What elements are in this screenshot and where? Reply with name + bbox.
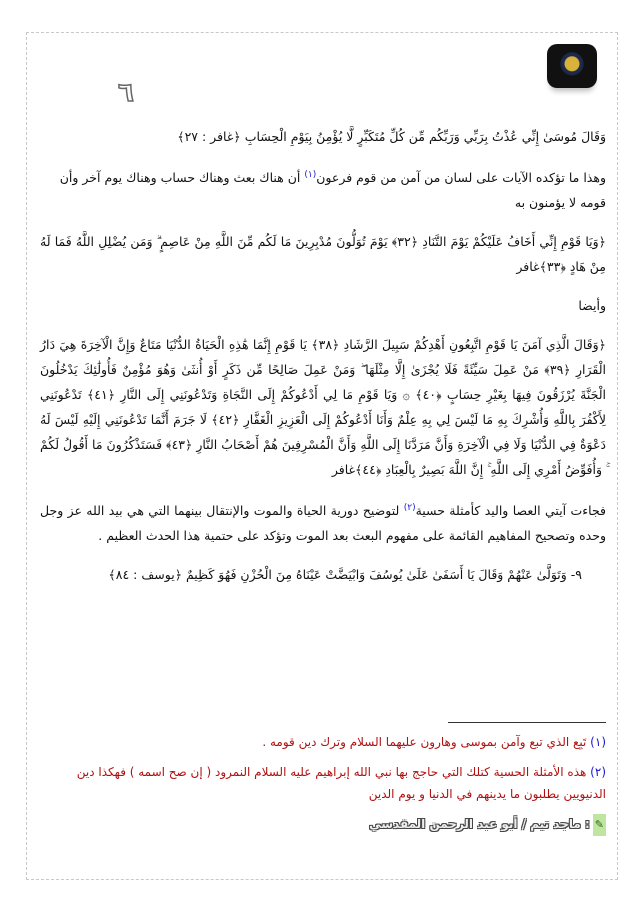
page-number: ٦ [118,78,134,108]
footnote-ref[interactable]: (١) [304,170,317,180]
paragraph-line [40,163,606,215]
footnote-1 [40,731,606,753]
text: فجاءت آيتي العصا واليد كأمثلة حسية [415,503,606,519]
verse-block [40,332,606,482]
footnote-text: تَبِع الذي تبع وآمن بموسى وهارون عليهما السلام وترك دين قومه . [262,735,587,749]
paragraph [40,496,606,548]
verse-line: وَقَالَ مُوسَىٰ إِنِّي عُذْتُ بِرَبِّي وَرَبِّكُم مِّن كُلِّ مُتَكَبِّرٍ لَّا يُؤْمِنُ بِيَوْمِ الْحِسَابِ ﴿غافر : ٢٧﴾ [177,129,606,144]
pen-icon: ✎ [593,814,606,836]
text: المفاهيم القائمة على مفهوم البعث بعد الموت وتؤكد على حتمية هذا الحدث العظيم . [98,528,531,544]
author-name: : ماجد تيم / أبو عبد الرحمن المقدسي [369,817,590,831]
text: وهذا ما تؤكده الآيات على لسان من آمن من قوم فرعون [316,170,606,186]
verse-line: الْغَفَّارِ ﴿٤٢﴾ لَا جَرَمَ أَنَّمَا تَدْعُونَنِي إِلَيْهِ لَيْسَ لَهُ دَعْوَةٌ فِي الدُّنْيَا وَلَا فِي الْآخِرَةِ وَأَنَّ مَرَدَّنَا إِلَى اللَّهِ وَأَنَّ الْمُسْرِفِينَ هُمْ أَصْحَابُ [40,412,606,453]
footnote-text: هذه الأمثلة الحسية كتلك التي حاجج بها نبي الله إبراهيم عليه السلام النمرود ( إن صح اسمه ) فهكذا دين الدنيويين يطلبون ما يدينهم [76,765,606,801]
verse-line: سَيِّئَةً فَلَا يُجْزَىٰ إِلَّا مِثْلَهَا ۖ وَمَنْ عَمِلَ صَالِحًا مِّن ذَكَرٍ أَوْ أُنثَىٰ وَهُوَ مُؤْمِنٌ فَأُولَٰئِكَ يَدْخُلُونَ الْجَنَّةَ يُرْزَقُونَ فِيهَا بِغَيْرِ حِسَابٍ ﴿٤٠﴾ ۞ وَيَا قَوْمِ [40,362,606,403]
text: لتوضيح دورية الحياة والموت والإنتقال بينهما التي هي بيد الله عز وجل وحده وتصحيح [40,503,606,544]
verse-line: مَا لِي أَدْعُوكُمْ إِلَى النَّجَاةِ وَتَدْعُونَنِي إِلَى النَّارِ ﴿٤١﴾ تَدْعُونَنِي لِأَكْفُرَ بِاللَّهِ وَأُشْرِكَ بِهِ مَا لَيْسَ لِي بِهِ عِلْمٌ وَأَنَا أَدْعُوكُمْ إِلَى الْعَزِيزِ [40,387,606,428]
footnote-divider [448,722,606,723]
logo [547,44,597,88]
verse-line: ٩- وَتَوَلَّىٰ عَنْهُمْ وَقَالَ يَا أَسَفَىٰ عَلَىٰ يُوسُفَ وَابْيَضَّتْ عَيْنَاهُ مِنَ الْحُزْنِ فَهُوَ كَظِيمٌ ﴿يوسف : ٨٤﴾ [108,567,582,583]
footnote-2-continuation: في الدنيا و يوم الدين [368,787,473,801]
verse-line: النَّارِ ﴿٤٣﴾ فَسَتَذْكُرُونَ مَا أَقُولُ لَكُمْ ۚ وَأُفَوِّضُ أَمْرِي إِلَى اللَّهِ ۚ إِنَّ اللَّهَ بَصِيرٌ بِالْعِبَادِ ﴿٤٤﴾غافر [40,437,606,478]
footnote-2 [40,761,606,805]
verse-line: ﴿وَيَا قَوْمِ إِنِّي أَخَافُ عَلَيْكُمْ يَوْمَ التَّنَادِ ﴿٣٢﴾ يَوْمَ تُوَلُّونَ مُدْبِرِينَ مَا لَكُم مِّنَ اللَّهِ مِنْ عَاصِمٍ ۗ وَمَن يُضْلِلِ اللَّهُ فَمَا لَهُ مِنْ هَادٍ ﴿٣٣﴾غافر [40,234,606,275]
text: أن هناك بعث وهناك حساب وهناك يوم آخر وأن قومه لا يؤمنون به [59,170,606,211]
footnote-number: (١) [590,735,606,749]
author-signature [40,813,606,836]
paragraph-line: وأيضا [578,298,606,314]
footnote-number: (٢) [590,765,606,779]
footnote-ref[interactable]: (٢) [403,503,416,514]
page-body [40,124,606,601]
verse-line: ﴿وَقَالَ الَّذِي آمَنَ يَا قَوْمِ اتَّبِعُونِ أَهْدِكُمْ سَبِيلَ الرَّشَادِ ﴿٣٨﴾ يَا قَوْمِ إِنَّمَا هَٰذِهِ الْحَيَاةُ الدُّنْيَا مَتَاعٌ وَإِنَّ الْآخِرَةَ هِيَ دَارُ الْقَرَارِ ﴿٣٩﴾ مَنْ عَمِلَ [40,337,606,378]
footnotes [40,722,606,836]
